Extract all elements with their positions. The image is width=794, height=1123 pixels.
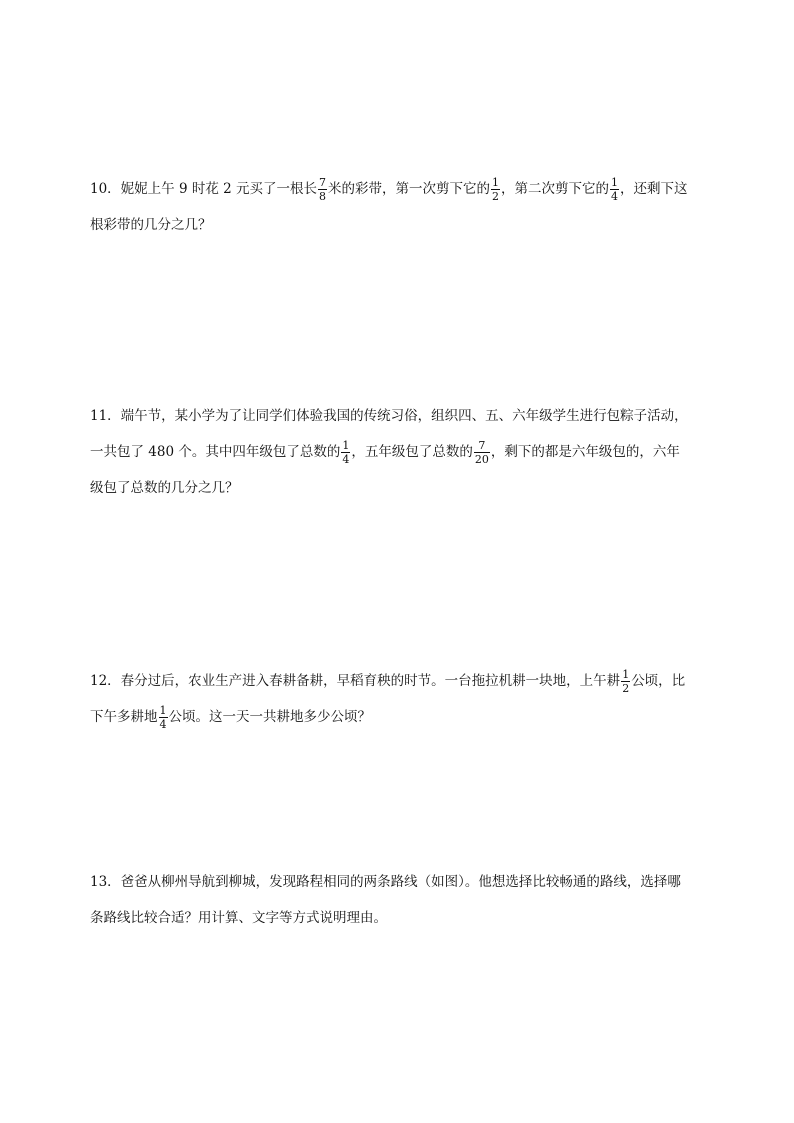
question-text: 公顷。这一天一共耕地多少公顷？ <box>168 709 371 725</box>
question-text: 条路线比较合适？用计算、文字等方式说明理由。 <box>90 910 387 926</box>
fraction-denominator: 4 <box>611 189 619 203</box>
question-text: ，第二次剪下它的 <box>501 181 610 197</box>
question-line <box>90 900 710 936</box>
fraction-denominator: 4 <box>159 717 167 731</box>
question-text: 一共包了 480 个。其中四年级包了总数的 <box>90 444 341 460</box>
question-line <box>90 864 710 900</box>
question-text: 级包了总数的几分之几？ <box>90 480 239 496</box>
question-11 <box>90 398 710 506</box>
fraction <box>474 440 490 465</box>
fraction <box>341 440 350 465</box>
question-line <box>90 663 710 699</box>
fraction <box>610 177 619 202</box>
question-text: 13．爸爸从柳州导航到柳城，发现路程相同的两条路线（如图）。他想选择比较畅通的路线，选择哪 <box>90 874 681 890</box>
fraction-numerator: 1 <box>611 175 619 189</box>
fraction-numerator: 1 <box>342 438 350 452</box>
question-10 <box>90 171 710 243</box>
question-line <box>90 398 710 434</box>
fraction-numerator: 1 <box>622 667 630 681</box>
question-line <box>90 470 710 506</box>
question-text: 根彩带的几分之几？ <box>90 217 212 233</box>
question-text: 11．端午节，某小学为了让同学们体验我国的传统习俗，组织四、五、六年级学生进行包粽子活动， <box>90 408 688 424</box>
fraction-numerator: 1 <box>492 175 500 189</box>
question-line <box>90 207 710 243</box>
question-text: ，剩下的都是六年级包的，六年 <box>490 444 680 460</box>
fraction-numerator: 7 <box>478 438 486 452</box>
question-text: ，五年级包了总数的 <box>351 444 473 460</box>
question-text: 公顷，比 <box>631 673 686 689</box>
question-line <box>90 699 710 735</box>
question-13 <box>90 864 710 936</box>
question-text: 12．春分过后，农业生产进入春耕备耕，早稻育秧的时节。一台拖拉机耕一块地，上午耕 <box>90 673 621 689</box>
question-line <box>90 434 710 470</box>
fraction-denominator: 4 <box>342 452 350 466</box>
question-text: 下午多耕地 <box>90 709 158 725</box>
question-text: ，还剩下这 <box>620 181 688 197</box>
question-line <box>90 171 710 207</box>
question-text: 10．妮妮上午 9 时花 2 元买了一根长 <box>90 181 318 197</box>
fraction <box>318 177 327 202</box>
fraction-denominator: 20 <box>474 452 489 466</box>
fraction-denominator: 8 <box>319 189 327 203</box>
fraction-numerator: 1 <box>159 703 167 717</box>
fraction-denominator: 2 <box>492 189 500 203</box>
fraction <box>621 669 630 694</box>
fraction-denominator: 2 <box>622 681 630 695</box>
fraction-numerator: 7 <box>319 175 327 189</box>
fraction <box>159 705 168 730</box>
question-text: 米的彩带，第一次剪下它的 <box>328 181 491 197</box>
fraction <box>491 177 500 202</box>
question-12 <box>90 663 710 735</box>
